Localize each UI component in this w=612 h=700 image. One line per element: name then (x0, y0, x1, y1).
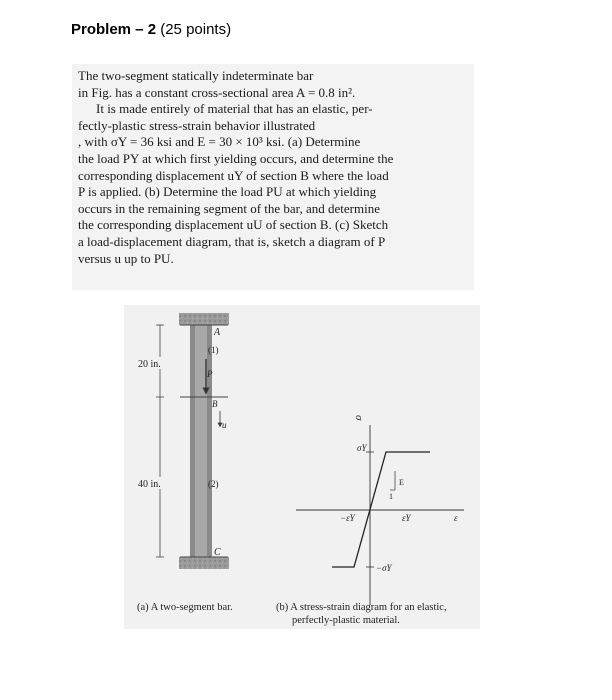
caption-a: (a) A two-segment bar. (137, 602, 233, 613)
statement-line: the load PY at which first yielding occurs, and determine the (78, 150, 394, 166)
figure-panel (124, 305, 480, 629)
sigmaY-label: σY (357, 443, 367, 453)
statement-line: in Fig. has a constant cross-sectional area A = 0.8 in². (78, 84, 356, 100)
neg-sigmaY-label: −σY (376, 563, 392, 573)
caption-b-line1: (b) A stress-strain diagram for an elastic, (276, 602, 447, 613)
statement-line: the corresponding displacement uU of section B. (c) Sketch (78, 217, 389, 233)
statement-line: The two-segment statically indeterminate bar (78, 68, 314, 83)
problem-title (71, 21, 231, 38)
sigma-axis-label: σ (353, 415, 365, 421)
statement-line: occurs in the remaining segment of the bar, and determine (78, 200, 380, 216)
problem-points: (25 points) (160, 21, 232, 38)
neg-epsY-label: −εY (340, 513, 355, 523)
label-A: A (214, 327, 221, 338)
slope-one-label: 1 (389, 492, 393, 501)
statement-line: versus u up to PU. (78, 250, 174, 266)
caption-b (276, 601, 476, 627)
statement-line: corresponding displacement uY of section B where the load (78, 167, 389, 183)
caption-b-line2: perfectly-plastic material. (292, 615, 400, 626)
stress-strain-curve (332, 452, 430, 567)
epsY-label: εY (402, 513, 411, 523)
statement-line: fectly-plastic stress-strain behavior illustrated (78, 117, 316, 133)
problem-heading: Problem – 2 (71, 21, 157, 38)
segment-1-label: (1) (208, 345, 219, 355)
dimension-label-40in: 40 in. (138, 479, 161, 490)
label-P: P (207, 369, 213, 379)
segment-2-label: (2) (208, 479, 219, 489)
modulus-E-label: E (399, 478, 404, 487)
bar-highlight (195, 325, 207, 557)
bottom-support (179, 557, 229, 569)
dimension-label-20in: 20 in. (138, 359, 161, 370)
problem-statement (78, 68, 470, 267)
figure-svg (124, 305, 480, 629)
statement-line: a load-displacement diagram, that is, sketch a diagram of P (78, 233, 386, 249)
two-segment-bar-figure (138, 313, 229, 569)
label-B: B (212, 399, 218, 409)
statement-line: , with σY = 36 ksi and E = 30 × 10³ ksi. (a) Determine (78, 134, 361, 150)
statement-line: P is applied. (b) Determine the load PU at which yielding (78, 184, 377, 200)
statement-line: It is made entirely of material that has an elastic, per- (96, 101, 373, 117)
label-C: C (214, 547, 221, 558)
top-support (179, 313, 229, 325)
eps-axis-label: ε (454, 513, 458, 523)
label-u: u (222, 420, 227, 430)
stress-strain-diagram (296, 415, 464, 605)
problem-statement-box (72, 64, 474, 290)
